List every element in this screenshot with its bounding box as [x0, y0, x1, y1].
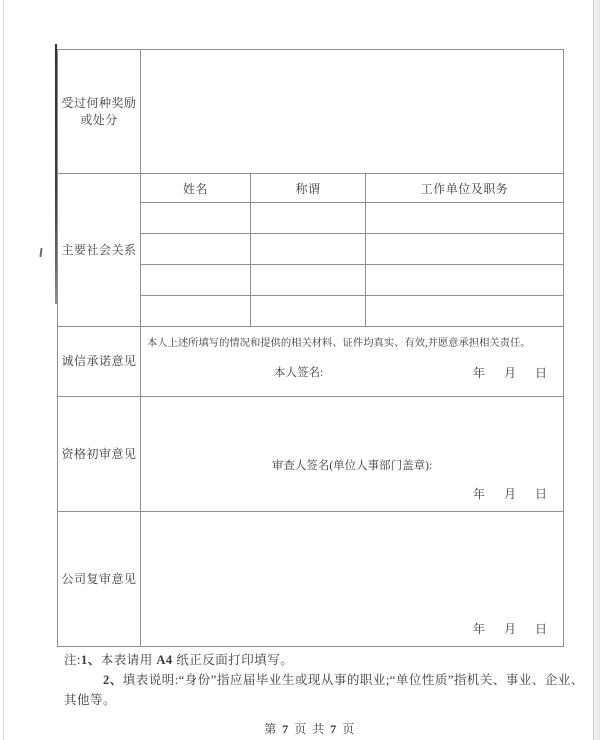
- preliminary-review-row: [58, 397, 564, 512]
- form-notes: [64, 650, 584, 710]
- awards-row: [58, 50, 564, 174]
- note-line-2: 2、填表说明:“身份”指应届毕业生或现从事的职业;“单位性质”指机关、事业、企业、: [103, 673, 584, 687]
- relation-name-cell: [141, 265, 251, 296]
- integrity-label: 诚信承诺意见: [58, 327, 141, 397]
- relations-label: 主要社会关系: [58, 174, 141, 327]
- relation-workunit-cell: [366, 203, 564, 234]
- final-review-label: 公司复审意见: [58, 512, 141, 647]
- applicant-signature-label: 本人签名:: [274, 367, 324, 379]
- final-review-content-cell: [141, 512, 564, 647]
- relation-name-cell: [141, 234, 251, 265]
- relation-title-cell: [251, 234, 366, 265]
- relation-title-cell: [251, 296, 366, 327]
- relation-name-cell: [141, 296, 251, 327]
- page-number: 第 7 页 共 7 页: [264, 722, 356, 736]
- relation-workunit-cell: [366, 234, 564, 265]
- final-review-date-line: 年 月 日: [473, 622, 548, 636]
- scan-left-edge-line: [3, 0, 4, 740]
- relations-header-row: [58, 174, 564, 203]
- preliminary-review-label: 资格初审意见: [58, 397, 141, 512]
- integrity-content-cell: [141, 327, 564, 397]
- relation-name-cell: [141, 203, 251, 234]
- integrity-date-line: 年 月 日: [473, 366, 548, 380]
- relation-title-cell: [251, 203, 366, 234]
- preliminary-review-content-cell: [141, 397, 564, 512]
- integrity-row: [58, 327, 564, 397]
- final-review-row: [58, 512, 564, 647]
- relation-workunit-cell: [366, 265, 564, 296]
- relations-header-title: 称谓: [251, 174, 366, 203]
- integrity-statement: 本人上述所填写的情况和提供的相关材料、证件均真实、有效,并愿意承担相关责任。: [147, 338, 531, 349]
- awards-label: 受过何种奖励或处分: [58, 50, 141, 174]
- note-line-1: 注:1、本表请用 A4 纸正反面打印填写。: [64, 653, 294, 667]
- scan-speck-artifact: [39, 248, 42, 257]
- relations-header-name: 姓名: [141, 174, 251, 203]
- relations-header-workunit: 工作单位及职务: [366, 174, 564, 203]
- scan-right-shadow-strip: [594, 0, 600, 740]
- awards-blank-area: [141, 50, 564, 174]
- personnel-form-table: [57, 49, 564, 647]
- preliminary-review-date-line: 年 月 日: [473, 487, 548, 501]
- note-line-3: 其他等。: [64, 693, 117, 707]
- relation-title-cell: [251, 265, 366, 296]
- reviewer-signature-label: 审查人签名(单位人事部门盖章):: [271, 460, 433, 472]
- relation-workunit-cell: [366, 296, 564, 327]
